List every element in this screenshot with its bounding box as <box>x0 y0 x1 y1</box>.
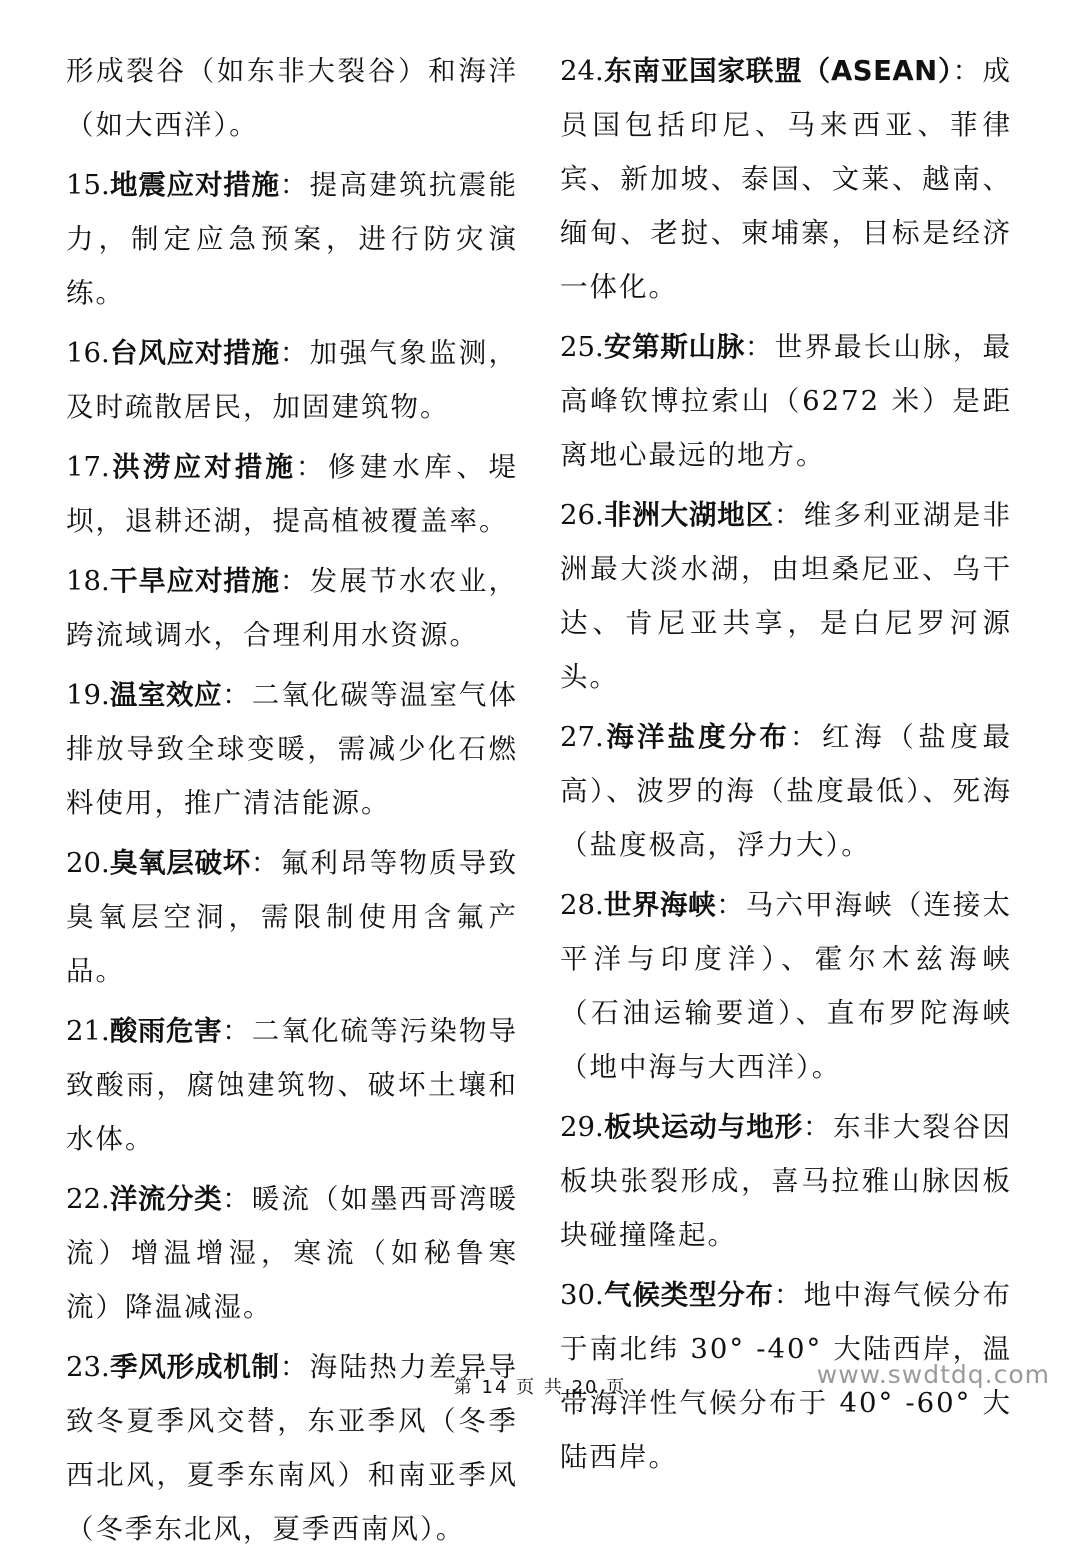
item-number: 19. <box>66 679 110 711</box>
item-term: 板块运动与地形 <box>603 1111 804 1143</box>
item-term: 酸雨危害 <box>109 1015 223 1047</box>
item-22 <box>66 1172 518 1334</box>
item-number: 20. <box>66 847 110 879</box>
right-column <box>560 44 1012 1490</box>
continuation-paragraph: 形成裂谷（如东非大裂谷）和海洋（如大西洋）。 <box>66 55 518 141</box>
item-number: 29. <box>560 1111 604 1143</box>
item-number: 23. <box>66 1351 110 1383</box>
item-text: ：红海（盐度最高）、波罗的海（盐度最低）、死海（盐度极高，浮力大）。 <box>560 721 1013 861</box>
item-number: 17. <box>66 451 110 483</box>
item-text: ：二氧化碳等温室气体排放导致全球变暖，需减少化石燃料使用，推广清洁能源。 <box>66 679 519 819</box>
item-term: 洋流分类 <box>109 1183 223 1215</box>
item-24 <box>560 44 1012 314</box>
item-21 <box>66 1004 518 1166</box>
item-18 <box>66 554 518 662</box>
item-28 <box>560 878 1012 1094</box>
item-15 <box>66 158 518 320</box>
item-19 <box>66 668 518 830</box>
item-term: 地震应对措施 <box>109 169 280 201</box>
item-text: ：维多利亚湖是非洲最大淡水湖，由坦桑尼亚、乌干达、肯尼亚共享，是白尼罗河源头。 <box>560 499 1013 693</box>
item-number: 25. <box>560 331 604 363</box>
item-term: 气候类型分布 <box>603 1279 774 1311</box>
item-term: 干旱应对措施 <box>109 565 280 597</box>
item-text: ：氟利昂等物质导致臭氧层空洞，需限制使用含氟产品。 <box>66 847 519 987</box>
item-term: 海洋盐度分布 <box>603 721 790 753</box>
item-term: 温室效应 <box>109 679 223 711</box>
item-number: 24. <box>560 55 604 87</box>
item-text: ：成员国包括印尼、马来西亚、菲律宾、新加坡、泰国、文莱、越南、缅甸、老挝、柬埔寨，目标是经济一体化。 <box>560 55 1013 303</box>
item-term: 季风形成机制 <box>109 1351 280 1383</box>
item-term: 臭氧层破坏 <box>109 847 251 879</box>
item-text: ：二氧化硫等污染物导致酸雨，腐蚀建筑物、破坏土壤和水体。 <box>66 1015 519 1155</box>
item-number: 28. <box>560 889 604 921</box>
page-footer: 第 14 页 共 20 页 <box>453 1377 627 1398</box>
item-term: 东南亚国家联盟（ASEAN） <box>603 55 953 87</box>
item-text: ：海陆热力差异导致冬夏季风交替，东亚季风（冬季西北风，夏季东南风）和南亚季风（冬季东北风，夏季西南风）。 <box>66 1351 519 1545</box>
item-text: ：暖流（如墨西哥湾暖流）增温增湿，寒流（如秘鲁寒流）降温减湿。 <box>66 1183 519 1323</box>
item-term: 安第斯山脉 <box>603 331 745 363</box>
item-number: 27. <box>560 721 604 753</box>
item-term: 世界海峡 <box>603 889 717 921</box>
item-text: ：世界最长山脉，最高峰钦博拉索山（6272 米）是距离地心最远的地方。 <box>560 331 1013 471</box>
item-number: 15. <box>66 169 110 201</box>
item-number: 21. <box>66 1015 110 1047</box>
item-text: ：地中海气候分布于南北纬 30° -40° 大陆西岸，温带海洋性气候分布于 40° -60° 大陆西岸。 <box>560 1279 1013 1473</box>
item-number: 26. <box>560 499 604 531</box>
item-text: ：提高建筑抗震能力，制定应急预案，进行防灾演练。 <box>66 169 519 309</box>
item-16 <box>66 326 518 434</box>
item-20 <box>66 836 518 998</box>
watermark-url: www.swdtdq.com <box>816 1360 1050 1389</box>
item-term: 台风应对措施 <box>109 337 280 369</box>
item-26 <box>560 488 1012 704</box>
item-number: 18. <box>66 565 110 597</box>
item-text: ：加强气象监测，及时疏散居民，加固建筑物。 <box>66 337 519 423</box>
item-29 <box>560 1100 1012 1262</box>
left-column <box>66 44 518 1562</box>
item-term: 非洲大湖地区 <box>603 499 774 531</box>
item-term: 洪涝应对措施 <box>109 451 296 483</box>
item-25 <box>560 320 1012 482</box>
item-text: ：修建水库、堤坝，退耕还湖，提高植被覆盖率。 <box>66 451 519 537</box>
item-number: 22. <box>66 1183 110 1215</box>
item-17 <box>66 440 518 548</box>
item-27 <box>560 710 1012 872</box>
item-text: ：发展节水农业，跨流域调水，合理利用水资源。 <box>66 565 519 651</box>
item-text: ：马六甲海峡（连接太平洋与印度洋）、霍尔木兹海峡（石油运输要道）、直布罗陀海峡（地中海与大西洋）。 <box>560 889 1013 1083</box>
item-number: 16. <box>66 337 110 369</box>
item-number: 30. <box>560 1279 604 1311</box>
item-text: ：东非大裂谷因板块张裂形成，喜马拉雅山脉因板块碰撞隆起。 <box>560 1111 1013 1251</box>
